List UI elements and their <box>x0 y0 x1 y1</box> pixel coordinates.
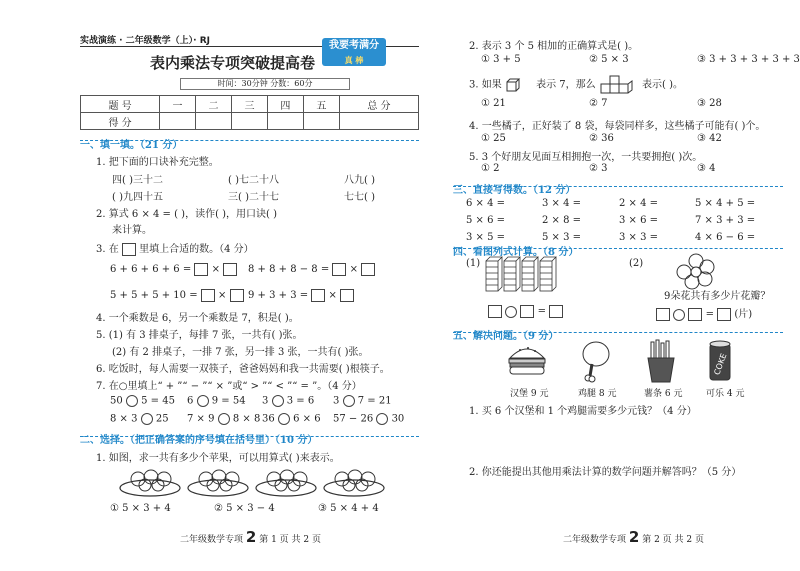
choice-option[interactable]: ② 3 <box>589 163 608 174</box>
choice-option[interactable]: ② 7 <box>589 98 608 109</box>
q1-2[interactable]: 2. 算式 6 × 4 = ( )，读作( )，用口诀( ) <box>96 209 278 220</box>
section-5-title: 五、解决问题。（9 分） <box>453 331 559 342</box>
q2-5[interactable]: 5. 3 个好朋友见面互相拥抱一次，一共要拥抱( )次。 <box>469 152 703 163</box>
mnemonic-blank[interactable]: ( )九四十五 <box>112 192 163 203</box>
q1-7: 7. 在○里填上“ + ”“ − ”“ × ”或“ > ”“ < ”“ = ”。（4 分） <box>96 381 362 392</box>
flower-question: 9朵花共有多少片花瓣？ <box>664 291 771 302</box>
mnemonic-blank[interactable]: 八九( ) <box>344 175 375 186</box>
choice-option[interactable]: ① 21 <box>481 98 506 109</box>
q1-5a[interactable]: 5. (1) 有 3 排桌子，每排 7 张，一共有( )张。 <box>96 330 303 341</box>
calc-item[interactable]: 5 × 6 = <box>466 215 506 226</box>
q1-3-eq3: 5 + 5 + 5 + 10 = × <box>110 289 244 302</box>
choice-option[interactable]: ③ 5 × 4 + 4 <box>318 503 379 514</box>
compare-item: 7 × 9 8 × 8 <box>187 413 261 425</box>
series-label: 实战演练 · 二年级数学（上）· RJ <box>80 36 211 46</box>
q1-3-eq2: 8 + 8 + 8 − 8 = × <box>248 263 375 276</box>
price-drumstick: 鸡腿 8 元 <box>578 389 617 399</box>
page-title: 表内乘法专项突破提高卷 <box>150 54 316 72</box>
equation-row-2: = (片) <box>656 305 752 321</box>
compare-item: 50 5 = 45 <box>110 395 175 407</box>
choice-option[interactable]: ② 36 <box>589 133 614 144</box>
mnemonic-blank[interactable]: 四( )三十二 <box>112 175 163 186</box>
calc-item[interactable]: 3 × 6 = <box>619 215 659 226</box>
calc-item[interactable]: 7 × 3 + 3 = <box>695 215 756 226</box>
answer-box[interactable] <box>311 289 325 302</box>
calc-item[interactable]: 3 × 3 = <box>619 232 659 243</box>
choice-option[interactable]: ① 2 <box>481 163 500 174</box>
compare-item: 8 × 3 25 <box>110 413 169 425</box>
answer-box[interactable] <box>230 289 244 302</box>
choice-option[interactable]: ③ 3 + 3 + 3 + 3 + 3 <box>697 54 800 65</box>
calc-item[interactable]: 3 × 5 = <box>466 232 506 243</box>
drumstick-icon <box>578 340 614 384</box>
calc-item[interactable]: 2 × 4 = <box>619 198 659 209</box>
choice-option[interactable]: ① 3 + 5 <box>481 54 521 65</box>
q1-3-eq1: 6 + 6 + 6 + 6 = × <box>110 263 237 276</box>
answer-box[interactable] <box>194 263 208 276</box>
answer-box[interactable] <box>201 289 215 302</box>
part-1-label: (1) <box>466 258 481 269</box>
footer-right: 二年级数学专项 2 第 2 页 共 2 页 <box>563 528 704 546</box>
q1-4[interactable]: 4. 一个乘数是 6，另一个乘数是 7，积是( )。 <box>96 313 299 324</box>
calc-item[interactable]: 2 × 8 = <box>542 215 582 226</box>
q2-4[interactable]: 4. 一些橘子，正好装了 8 袋，每袋同样多，这些橘子可能有( )个。 <box>469 121 766 132</box>
choice-option[interactable]: ③ 42 <box>697 133 722 144</box>
choice-option[interactable]: ③ 28 <box>697 98 722 109</box>
q1-3: 3. 在 里填上合适的数。（4 分） <box>96 244 254 255</box>
price-fries: 薯条 6 元 <box>644 389 683 399</box>
calc-item[interactable]: 3 × 4 = <box>542 198 582 209</box>
mnemonic-blank[interactable]: 七七( ) <box>344 192 375 203</box>
section-1-title: 一、填一填。（21 分） <box>80 140 183 151</box>
table-row: 题 号 一 二 三 四 五 总 分 <box>81 96 419 113</box>
fries-icon <box>643 338 679 384</box>
cube-icon <box>505 78 533 92</box>
compare-item: 3 7 = 21 <box>333 395 392 407</box>
cube-stack-icon <box>599 75 639 95</box>
hamburger-icon <box>506 340 548 380</box>
choice-option[interactable]: ② 5 × 3 <box>589 54 629 65</box>
q1-2-cont: 来计算。 <box>112 225 152 236</box>
q2-1[interactable]: 1. 如图，求一共有多少个苹果，可以用算式( )来表示。 <box>96 453 340 464</box>
price-cola: 可乐 4 元 <box>706 389 745 399</box>
section-4-title: 四、看图列式计算。（8 分） <box>453 247 579 258</box>
full-score-badge: 我要考满分 真 棒 <box>322 38 386 66</box>
answer-box[interactable] <box>361 263 375 276</box>
calc-item[interactable]: 5 × 4 + 5 = <box>695 198 756 209</box>
calc-item[interactable]: 5 × 3 = <box>542 232 582 243</box>
calc-item[interactable]: 4 × 6 − 6 = <box>695 232 756 243</box>
block-columns-illustration <box>482 253 562 293</box>
q1-5b[interactable]: (2) 有 2 排桌子，一排 7 张，另一排 3 张，一共有( )张。 <box>112 347 369 358</box>
answer-box[interactable] <box>332 263 346 276</box>
answer-box[interactable] <box>223 263 237 276</box>
part-2-label: (2) <box>629 258 644 269</box>
compare-item: 57 − 26 30 <box>333 413 405 425</box>
choice-option[interactable]: ① 5 × 3 + 4 <box>110 503 171 514</box>
answer-box[interactable] <box>122 243 136 256</box>
section-2-title: 二、选择。（把正确答案的序号填在括号里）（10 分） <box>80 435 318 446</box>
calc-item[interactable]: 6 × 4 = <box>466 198 506 209</box>
svg-text:COKE: COKE <box>712 352 729 377</box>
q2-2[interactable]: 2. 表示 3 个 5 相加的正确算式是( )。 <box>469 41 639 52</box>
q1-6[interactable]: 6. 吃饭时，每人需要一双筷子，爸爸妈妈和我一共需要( )根筷子。 <box>96 364 390 375</box>
q2-3[interactable]: 3. 如果 表示 7，那么 表示( )。 <box>469 75 683 95</box>
score-table <box>80 95 419 130</box>
q5-1: 1. 买 6 个汉堡和 1 个鸡腿需要多少元钱？（4 分） <box>469 406 697 417</box>
answer-box[interactable] <box>340 289 354 302</box>
mnemonic-blank[interactable]: 三( )二十七 <box>228 192 279 203</box>
compare-item: 36 6 × 6 <box>262 413 321 425</box>
apple-plates-illustration <box>118 462 388 498</box>
choice-option[interactable]: ③ 4 <box>697 163 716 174</box>
compare-item: 3 3 = 6 <box>262 395 315 407</box>
compare-item: 6 9 = 54 <box>187 395 246 407</box>
q1-1: 1. 把下面的口诀补充完整。 <box>96 157 219 168</box>
flower-icon <box>672 252 720 290</box>
cola-icon <box>707 340 733 384</box>
section-3-title: 三、直接写得数。（12 分） <box>453 185 576 196</box>
footer-left: 二年级数学专项 2 第 1 页 共 2 页 <box>180 528 321 546</box>
exam-meta: 时间：30分钟 分数：60分 <box>180 78 350 90</box>
q1-3-eq4: 9 + 3 + 3 = × <box>248 289 354 302</box>
price-hamburger: 汉堡 9 元 <box>510 389 549 399</box>
choice-option[interactable]: ② 5 × 3 − 4 <box>214 503 275 514</box>
plate-icon <box>120 470 180 496</box>
q5-2: 2. 你还能提出其他用乘法计算的数学问题并解答吗？（5 分） <box>469 467 742 478</box>
table-row: 得 分 <box>81 113 419 130</box>
choice-option[interactable]: ① 25 <box>481 133 506 144</box>
equation-row-1: = <box>488 305 563 318</box>
mnemonic-blank[interactable]: ( )七二十八 <box>228 175 279 186</box>
